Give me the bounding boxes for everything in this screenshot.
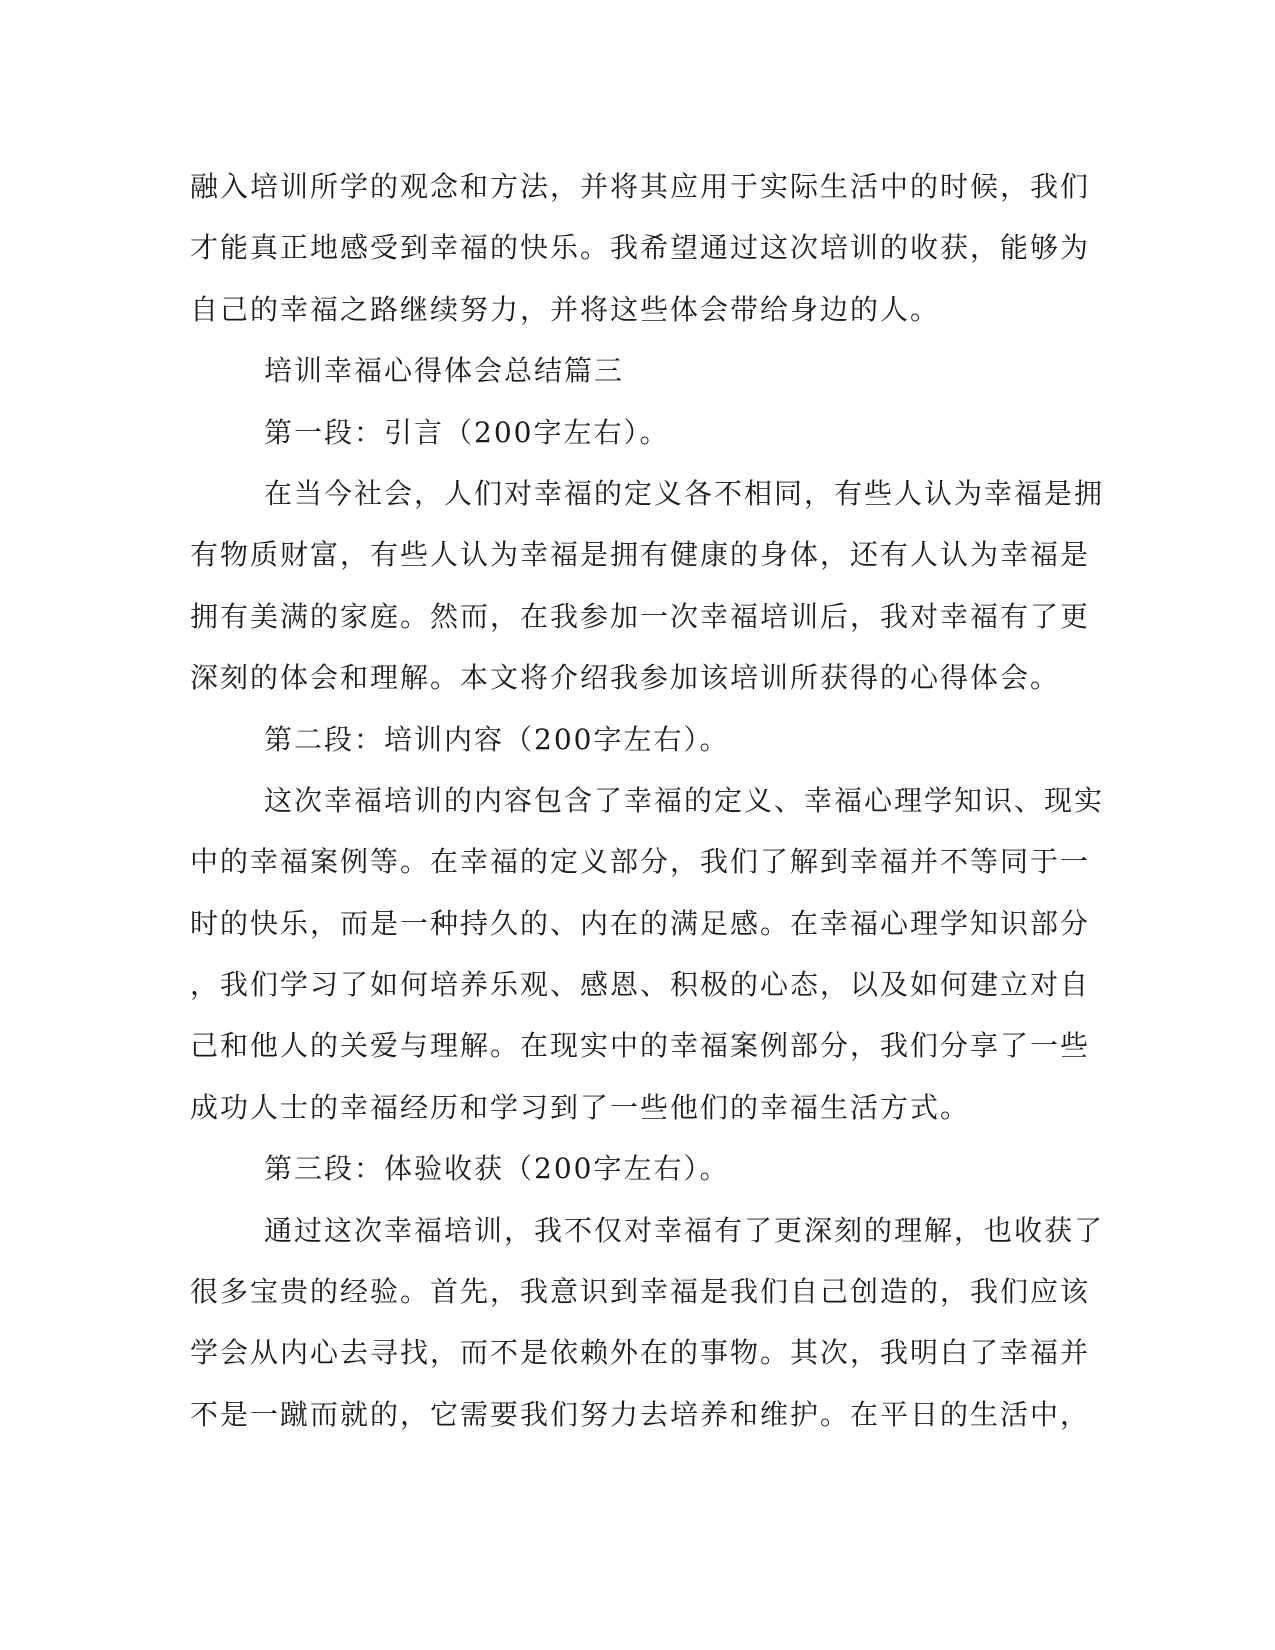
section-title: 培训幸福心得体会总结篇三	[264, 354, 625, 388]
document-body	[190, 156, 1105, 1445]
paragraph-line: 融入培训所学的观念和方法，并将其应用于实际生活中的时候，我们	[190, 170, 1091, 203]
paragraph-line: 中的幸福案例等。在幸福的定义部分，我们了解到幸福并不等同于一	[190, 845, 1091, 879]
paragraph-line: 有物质财富，有些人认为幸福是拥有健康的身体，还有人认为幸福是	[190, 538, 1091, 572]
paragraph-line: 时的快乐，而是一种持久的、内在的满足感。在幸福心理学知识部分	[190, 906, 1091, 940]
paragraph-line: ，我们学习了如何培养乐观、感恩、积极的心态，以及如何建立对自	[190, 968, 1091, 1002]
paragraph-first-line: 在当今社会，人们对幸福的定义各不相同，有些人认为幸福是拥	[264, 476, 1105, 510]
paragraph-first-line: 通过这次幸福培训，我不仅对幸福有了更深刻的理解，也收获了	[264, 1213, 1105, 1247]
paragraph-line: 很多宝贵的经验。首先，我意识到幸福是我们自己创造的，我们应该	[190, 1275, 1091, 1309]
paragraph-line: 学会从内心去寻找，而不是依赖外在的事物。其次，我明白了幸福并	[190, 1336, 1091, 1370]
paragraph-line: 自己的幸福之路继续努力，并将这些体会带给身边的人。	[190, 292, 941, 326]
paragraph-line: 成功人士的幸福经历和学习到了一些他们的幸福生活方式。	[190, 1090, 971, 1124]
section-heading: 第二段：培训内容（200字左右）。	[264, 722, 730, 756]
paragraph-line: 拥有美满的家庭。然而，在我参加一次幸福培训后，我对幸福有了更	[190, 599, 1091, 633]
paragraph-line: 深刻的体会和理解。本文将介绍我参加该培训所获得的心得体会。	[190, 661, 1061, 695]
paragraph-first-line: 这次幸福培训的内容包含了幸福的定义、幸福心理学知识、现实	[264, 783, 1105, 817]
paragraph-line: 才能真正地感受到幸福的快乐。我希望通过这次培训的收获，能够为	[190, 231, 1091, 265]
paragraph-line: 不是一蹴而就的，它需要我们努力去培养和维护。在平日的生活中，	[190, 1397, 1091, 1431]
section-heading: 第三段：体验收获（200字左右）。	[264, 1152, 730, 1186]
section-heading: 第一段：引言（200字左右）。	[264, 415, 670, 449]
paragraph-line: 己和他人的关爱与理解。在现实中的幸福案例部分，我们分享了一些	[190, 1029, 1091, 1063]
